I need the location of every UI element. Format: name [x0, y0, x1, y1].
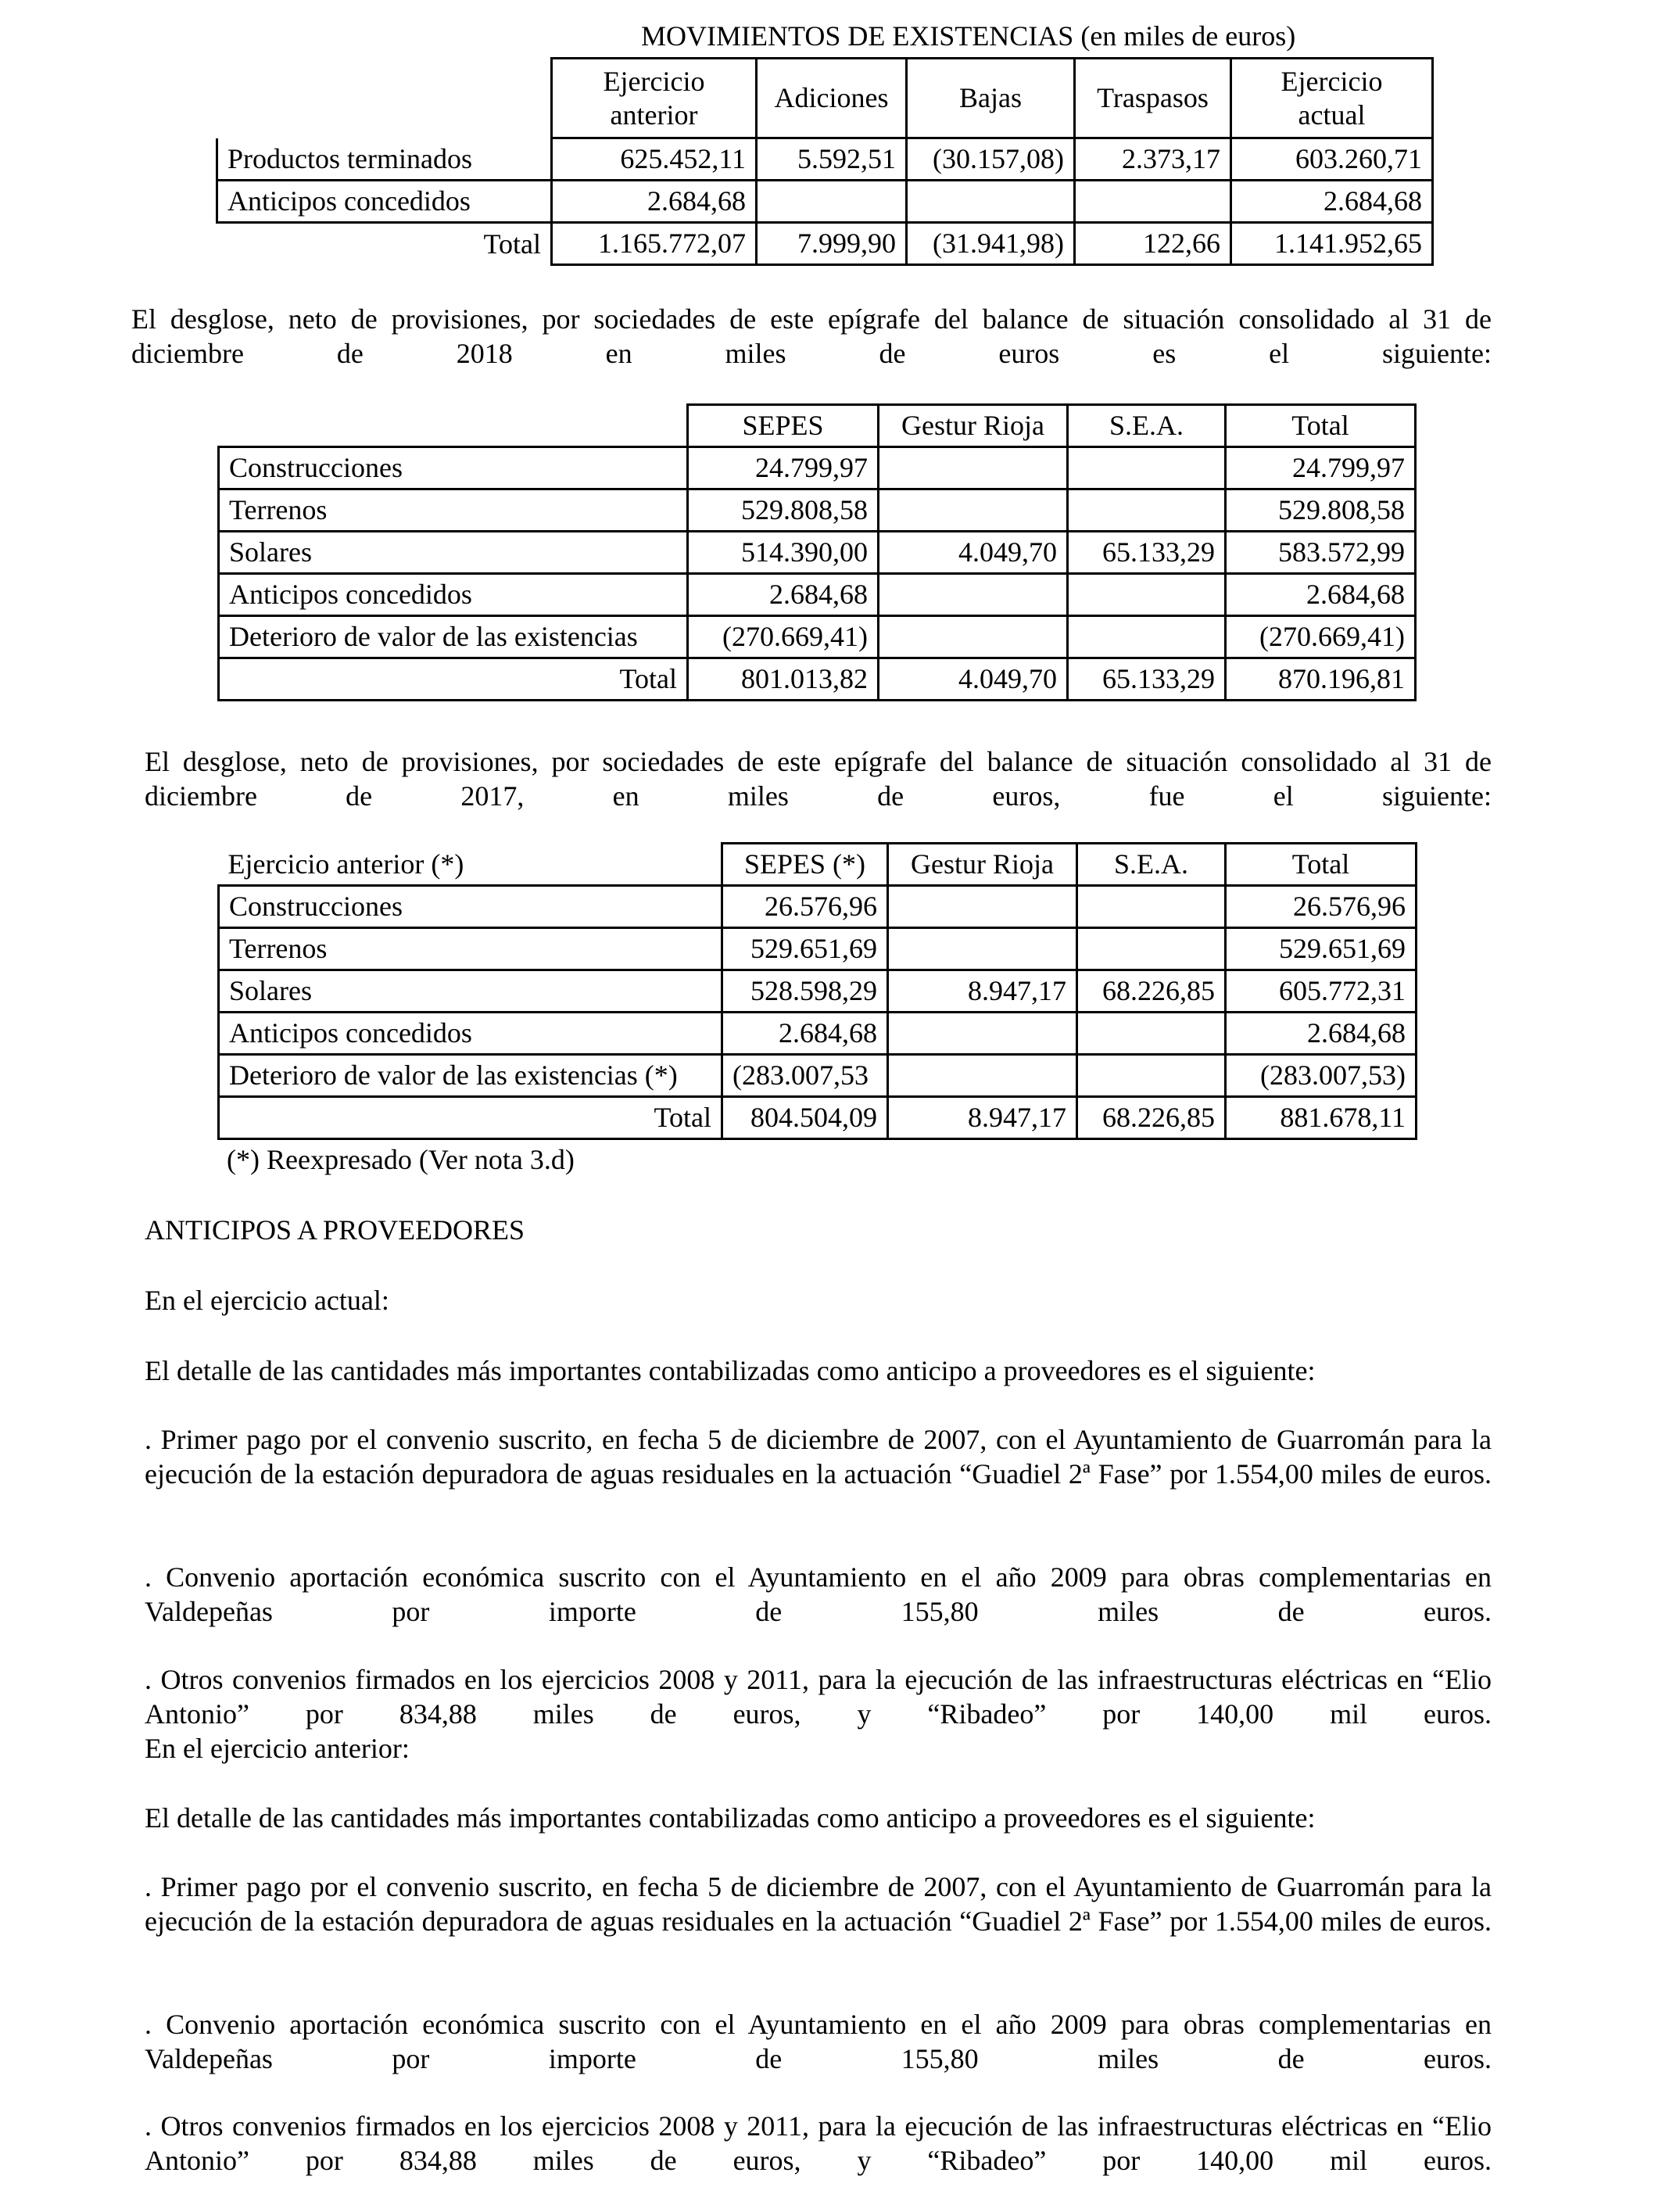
table-row — [219, 1055, 1417, 1097]
list-item: . Primer pago por el convenio suscrito, en fecha 5 de diciembre de 2007, con el Ayuntamiento de Guarromán para la ejecución de la estación depuradora de aguas residuales en la actuación “Guadiel 2ª Fase” por 1.554,00 miles de euros. — [145, 1871, 1492, 1937]
cell: 2.684,68 — [1226, 1013, 1417, 1055]
row-label: Construcciones — [219, 886, 722, 928]
row-label: Anticipos concedidos — [219, 574, 688, 616]
cell: 881.678,11 — [1226, 1097, 1417, 1139]
cell: 65.133,29 — [1068, 658, 1226, 701]
cell: (283.007,53) — [1226, 1055, 1417, 1097]
paragraph-2017-breakdown: El desglose, neto de provisiones, por sociedades de este epígrafe del balance de situación consolidado al 31 de diciembre de 2017, en miles de euros, fue el siguiente: — [145, 746, 1492, 812]
current-year-label: En el ejercicio actual: — [145, 1285, 389, 1316]
table3-footnote: (*) Reexpresado (Ver nota 3.d) — [227, 1144, 575, 1175]
section-heading: ANTICIPOS A PROVEEDORES — [145, 1214, 525, 1246]
cell — [1068, 574, 1226, 616]
cell — [1068, 447, 1226, 489]
cell: 68.226,85 — [1077, 1097, 1226, 1139]
cell: 514.390,00 — [688, 532, 879, 574]
cell — [757, 181, 907, 223]
paragraph-2018-breakdown: El desglose, neto de provisiones, por sociedades de este epígrafe del balance de situación consolidado al 31 de diciembre de 2018 en miles de euros es el siguiente: — [131, 303, 1492, 369]
cell: 1.141.952,65 — [1231, 223, 1433, 265]
table1-header-transfers: Traspasos — [1075, 59, 1231, 138]
cell: 2.373,17 — [1075, 138, 1231, 181]
table3-header-sea: S.E.A. — [1077, 844, 1226, 886]
cell: 2.684,68 — [552, 181, 757, 223]
table-row — [219, 1013, 1417, 1055]
total-label: Total — [219, 658, 688, 701]
table-total-row — [217, 223, 1433, 265]
cell: 801.013,82 — [688, 658, 879, 701]
cell: 1.165.772,07 — [552, 223, 757, 265]
cell: (30.157,08) — [907, 138, 1075, 181]
table-row — [219, 574, 1416, 616]
cell: 8.947,17 — [888, 1097, 1077, 1139]
table1-title: MOVIMIENTOS DE EXISTENCIAS (en miles de euros) — [641, 20, 1296, 52]
table3-header-total: Total — [1226, 844, 1417, 886]
cell: 26.576,96 — [1226, 886, 1417, 928]
cell — [888, 1055, 1077, 1097]
cell: (270.669,41) — [688, 616, 879, 658]
table3-corner-label: Ejercicio anterior (*) — [227, 848, 464, 880]
cell — [1077, 1013, 1226, 1055]
cell — [1077, 928, 1226, 970]
cell — [1075, 181, 1231, 223]
cell: 804.504,09 — [722, 1097, 888, 1139]
table-row — [219, 489, 1416, 532]
cell: 4.049,70 — [879, 658, 1068, 701]
cell — [879, 574, 1068, 616]
cell: 528.598,29 — [722, 970, 888, 1013]
cell: 65.133,29 — [1068, 532, 1226, 574]
cell: 625.452,11 — [552, 138, 757, 181]
cell: 603.260,71 — [1231, 138, 1433, 181]
breakdown-2017-table — [217, 842, 1417, 1140]
stock-movements-table — [216, 57, 1434, 266]
list-item: . Convenio aportación económica suscrito con el Ayuntamiento en el año 2009 para obras complementarias en Valdepeñas por importe de 155,80 miles de euros. — [145, 2009, 1492, 2074]
cell: 24.799,97 — [1226, 447, 1416, 489]
cell — [907, 181, 1075, 223]
cell — [879, 447, 1068, 489]
total-label: Total — [219, 1097, 722, 1139]
table3-header-sepes: SEPES (*) — [722, 844, 888, 886]
table-row — [219, 532, 1416, 574]
cell: 5.592,51 — [757, 138, 907, 181]
cell: 26.576,96 — [722, 886, 888, 928]
cell: 4.049,70 — [879, 532, 1068, 574]
cell: 68.226,85 — [1077, 970, 1226, 1013]
table1-corner — [217, 59, 552, 138]
table-row — [219, 886, 1417, 928]
cell: (283.007,53 — [722, 1055, 888, 1097]
cell: 2.684,68 — [688, 574, 879, 616]
table-row — [217, 138, 1433, 181]
total-label: Total — [483, 228, 541, 260]
cell — [1068, 616, 1226, 658]
row-label: Anticipos concedidos — [217, 181, 552, 223]
row-label: Deterioro de valor de las existencias (*) — [219, 1055, 722, 1097]
row-label: Anticipos concedidos — [219, 1013, 722, 1055]
table-total-row — [219, 658, 1416, 701]
table2-header-total: Total — [1226, 405, 1416, 447]
table-row — [219, 970, 1417, 1013]
cell: (270.669,41) — [1226, 616, 1416, 658]
table2-header-sepes: SEPES — [688, 405, 879, 447]
detail-intro-2: El detalle de las cantidades más importantes contabilizadas como anticipo a proveedores es el siguiente: — [145, 1802, 1316, 1834]
cell — [879, 616, 1068, 658]
table1-header-current: Ejercicio actual — [1231, 59, 1433, 138]
table-total-row — [219, 1097, 1417, 1139]
row-label: Construcciones — [219, 447, 688, 489]
cell: 2.684,68 — [1231, 181, 1433, 223]
cell: 24.799,97 — [688, 447, 879, 489]
table-row — [217, 181, 1433, 223]
detail-intro: El detalle de las cantidades más importantes contabilizadas como anticipo a proveedores es el siguiente: — [145, 1355, 1316, 1386]
cell — [1068, 489, 1226, 532]
row-label: Solares — [219, 532, 688, 574]
cell: 870.196,81 — [1226, 658, 1416, 701]
cell: (31.941,98) — [907, 223, 1075, 265]
cell: 529.808,58 — [688, 489, 879, 532]
cell: 529.651,69 — [1226, 928, 1417, 970]
table-row — [219, 616, 1416, 658]
previous-year-label: En el ejercicio anterior: — [145, 1733, 410, 1764]
row-label: Deterioro de valor de las existencias — [219, 616, 688, 658]
table2-header-sea: S.E.A. — [1068, 405, 1226, 447]
cell: 605.772,31 — [1226, 970, 1417, 1013]
cell: 122,66 — [1075, 223, 1231, 265]
cell: 7.999,90 — [757, 223, 907, 265]
cell — [1077, 886, 1226, 928]
cell: 8.947,17 — [888, 970, 1077, 1013]
cell — [888, 886, 1077, 928]
row-label: Terrenos — [219, 928, 722, 970]
cell: 529.808,58 — [1226, 489, 1416, 532]
table3-header-gestur: Gestur Rioja — [888, 844, 1077, 886]
list-item: . Otros convenios firmados en los ejercicios 2008 y 2011, para la ejecución de las infraestructuras eléctricas en “Elio Antonio” por 834,88 miles de euros, y “Ribadeo” por 140,00 mil euros. — [145, 2110, 1492, 2176]
list-item: . Primer pago por el convenio suscrito, en fecha 5 de diciembre de 2007, con el Ayuntamiento de Guarromán para la ejecución de la estación depuradora de aguas residuales en la actuación “Guadiel 2ª Fase” por 1.554,00 miles de euros. — [145, 1424, 1492, 1490]
cell: 2.684,68 — [722, 1013, 888, 1055]
cell: 583.572,99 — [1226, 532, 1416, 574]
cell — [888, 1013, 1077, 1055]
cell — [888, 928, 1077, 970]
cell — [1077, 1055, 1226, 1097]
cell — [879, 489, 1068, 532]
row-label: Solares — [219, 970, 722, 1013]
table-row — [219, 928, 1417, 970]
table2-header-gestur: Gestur Rioja — [879, 405, 1068, 447]
table-row — [219, 447, 1416, 489]
cell: 529.651,69 — [722, 928, 888, 970]
table1-header-prev: Ejercicio anterior — [552, 59, 757, 138]
list-item: . Convenio aportación económica suscrito con el Ayuntamiento en el año 2009 para obras complementarias en Valdepeñas por importe de 155,80 miles de euros. — [145, 1561, 1492, 1627]
cell: 2.684,68 — [1226, 574, 1416, 616]
list-item: . Otros convenios firmados en los ejercicios 2008 y 2011, para la ejecución de las infraestructuras eléctricas en “Elio Antonio” por 834,88 miles de euros, y “Ribadeo” por 140,00 mil euros. — [145, 1664, 1492, 1730]
table2-corner — [219, 405, 688, 447]
table1-header-additions: Adiciones — [757, 59, 907, 138]
row-label: Terrenos — [219, 489, 688, 532]
table1-header-withdrawals: Bajas — [907, 59, 1075, 138]
breakdown-2018-table — [217, 403, 1417, 701]
row-label: Productos terminados — [217, 138, 552, 181]
